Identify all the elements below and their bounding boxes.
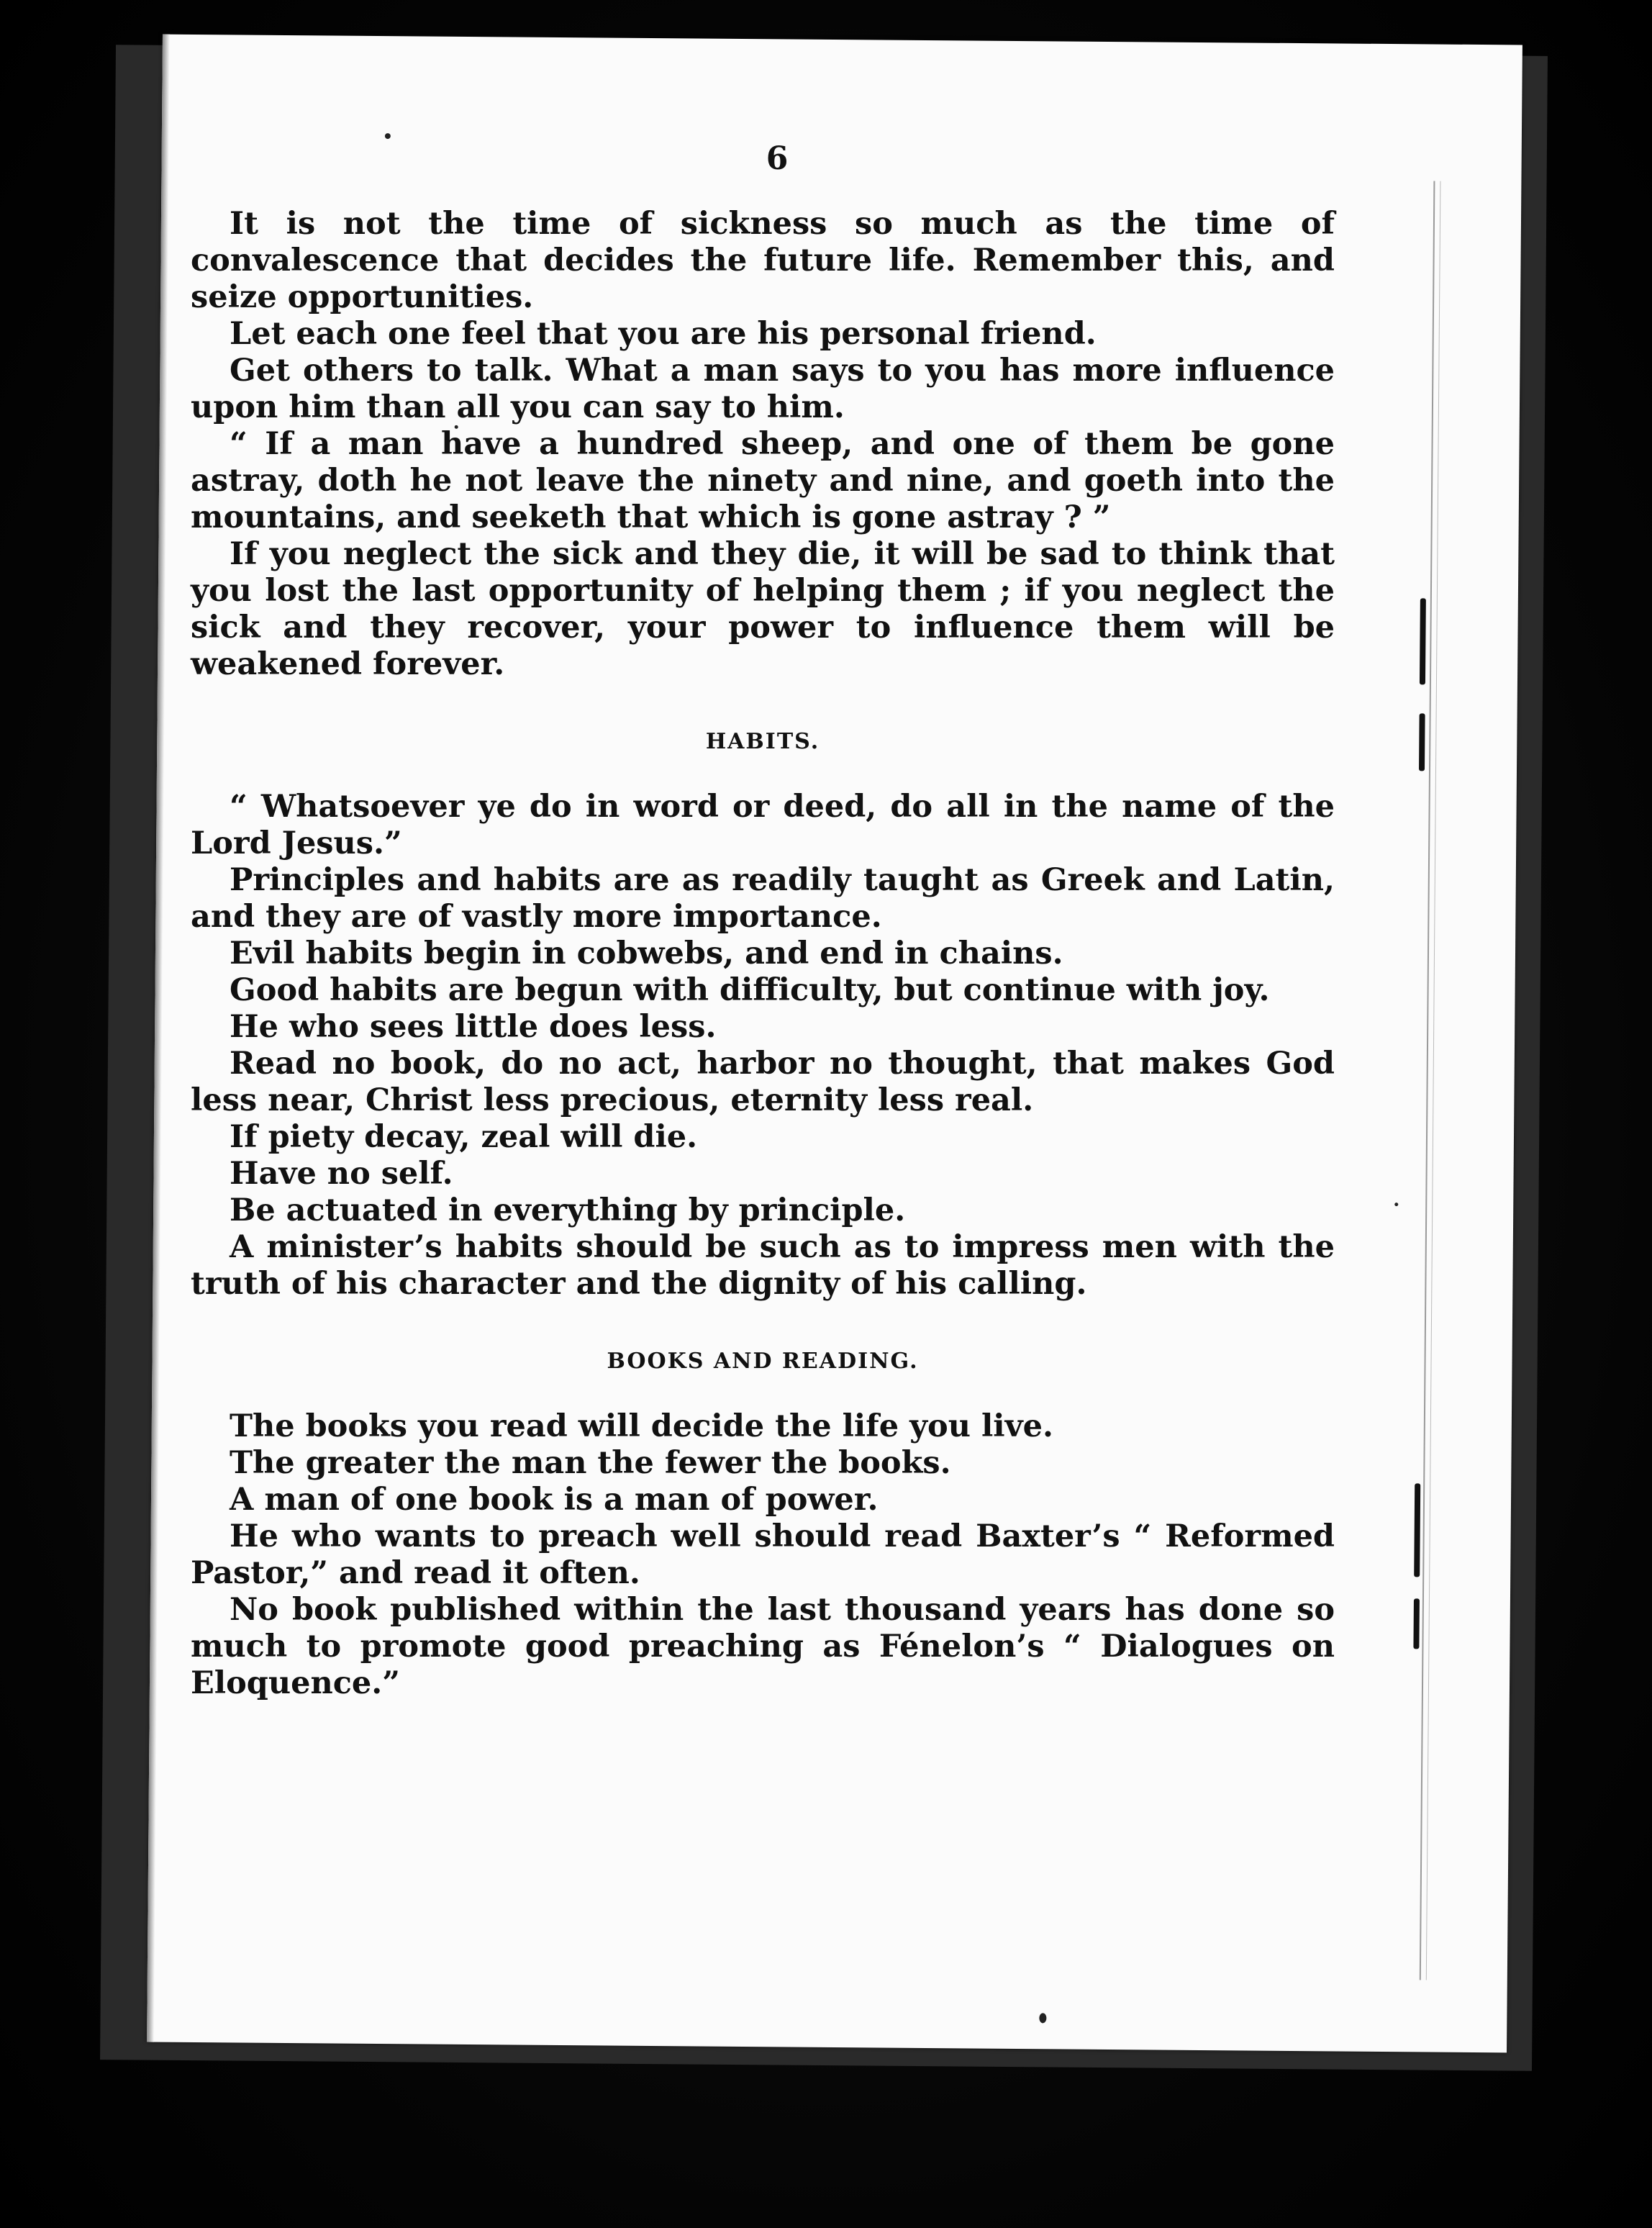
speck [1039,2013,1046,2023]
gutter-line-inner [1426,181,1441,1980]
page-content [191,140,1335,1702]
paragraph: A minister’s habits should be such as to impress men with the truth of his character and the dignity of his calling. [191,1229,1335,1302]
gutter-mark [1414,1483,1420,1577]
paragraph: Let each one feel that you are his personal friend. [230,316,1097,352]
paragraph: The greater the man the fewer the books. [230,1445,951,1481]
paragraph: It is not the time of sickness so much as the time of convalescence that decides the future life. Remember this, and seize opportunities. [191,206,1335,315]
paragraph: Principles and habits are as readily taught as Greek and Latin, and they are of vastly more importance. [191,862,1335,935]
paragraph: “ Whatsoever ye do in word or deed, do all in the name of the Lord Jesus.” [191,789,1335,861]
gutter-mark [1419,713,1425,771]
paragraph: Get others to talk. What a man says to you has more influence upon him than all you can say to him. [191,353,1335,425]
section-heading: HABITS. [705,729,820,754]
gutter-mark [1413,1598,1420,1649]
page-number: 6 [766,140,789,177]
paragraph: Evil habits begin in cobwebs, and end in chains. [230,936,1063,972]
paragraph: He who wants to preach well should read Baxter’s “ Reformed Pastor,” and read it often. [191,1518,1335,1591]
paragraph: “ If a man have a hundred sheep, and one of them be gone astray, doth he not leave the ninety and nine, and goeth into the mountains, and seeketh that which is gone astray ? ” [191,426,1335,535]
gutter-mark [1420,598,1426,684]
paragraph: Good habits are begun with difficulty, but continue with joy. [230,972,1270,1008]
paragraph: Read no book, do no act, harbor no thought, that makes God less near, Christ less precious, eternity less real. [191,1046,1335,1118]
speck [1394,1203,1398,1206]
paragraph: A man of one book is a man of power. [230,1482,879,1518]
paragraph: Have no self. [230,1156,453,1192]
paragraph: The books you read will decide the life you live. [230,1408,1053,1444]
paragraph: Be actuated in everything by principle. [230,1192,906,1228]
paragraph: He who sees little does less. [230,1009,717,1045]
paragraph: If piety decay, zeal will die. [230,1119,698,1155]
section-habits [191,723,1335,1303]
paragraph: No book published within the last thousand years has done so much to promote good preaching as Fénelon’s “ Dialogues on Eloquence.” [191,1592,1335,1701]
section-books-and-reading [191,1343,1335,1702]
speck [385,133,391,139]
section-heading: BOOKS AND READING. [607,1349,919,1374]
paragraph: If you neglect the sick and they die, it will be sad to think that you lost the last opportunity of helping them ; if you neglect the sick and they recover, your power to influence them will be weakened forever. [191,536,1335,682]
section-intro [191,206,1335,683]
